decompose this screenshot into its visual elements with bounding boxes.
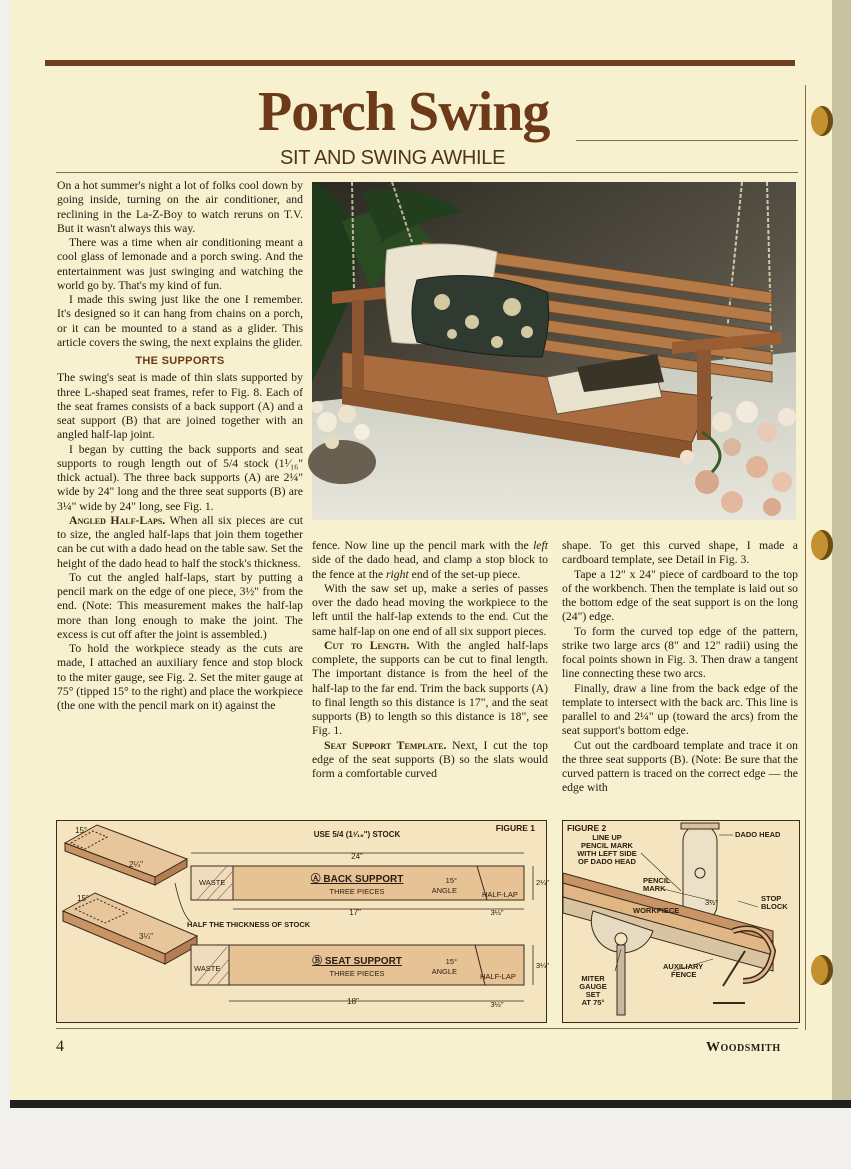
dimension-label: 3½" <box>490 908 504 917</box>
paragraph <box>312 639 548 739</box>
seat-support-qty: THREE PIECES <box>329 969 385 978</box>
seat-support-title: Ⓑ SEAT SUPPORT <box>312 956 402 967</box>
run-in-heading: Seat Support Template. <box>324 738 447 752</box>
section-heading: THE SUPPORTS <box>135 355 225 367</box>
dimension-label: 2¼" <box>129 860 143 869</box>
paragraph: To form the curved top edge of the pattern, strike two large arcs (8" and 12" radii) using the focal points shown in Fig. 3. Then draw a tangent line connecting these two arcs. <box>562 624 798 681</box>
subtitle-rule <box>56 172 798 173</box>
paragraph <box>57 514 303 571</box>
back-support-title: Ⓐ BACK SUPPORT <box>310 874 404 885</box>
dimension-label: 3½" <box>705 898 719 907</box>
paragraph: Tape a 12" x 24" piece of cardboard to the top of the workbench. Then the template is laid out so the bottom edge of the seat support is on the long (24") edge. <box>562 567 798 624</box>
porch-swing-photo <box>312 182 796 520</box>
miter-gauge-label: SET <box>585 990 601 999</box>
leader-text: WITH LEFT SIDE <box>577 849 637 858</box>
paragraph-text: fence. Now line up the pencil mark with the <box>312 539 534 552</box>
intro-paragraph: On a hot summer's night a lot of folks cool down by going inside, turning on the air conditioner, and reclining in the La-Z-Boy to watch reruns on T.V. But it wasn't always this way. <box>57 179 303 235</box>
run-in-heading: Cut to Length. <box>324 638 410 652</box>
paragraph: I began by cutting the back supports and seat supports to rough length out of 5/4 stock (1¹⁄₁₆" thick actual). The three back supports (A) are 2¼" wide by 24" long and the three seat supports (B) are 3¼" wide by 24" long, see Fig. 1. <box>57 442 303 513</box>
paragraph: I made this swing just like the one I remember. It's designed so it can hang from chains on a porch, or it can be mounted to a stand as a glider. This article covers the swing, the next explains the glider. <box>57 293 303 349</box>
emphasis-text: left <box>533 539 548 552</box>
waste-label: WASTE <box>199 878 226 887</box>
paragraph: To cut the angled half-laps, start by putting a pencil mark on the edge of one piece, 3½" from the end. (Note: This measurement makes the half-lap more than long enough to make the joint. The excess is cut off after the joint is assembled.) <box>57 570 303 641</box>
right-margin-rule <box>805 85 806 1030</box>
angle-label: 15° <box>75 826 88 835</box>
miter-gauge-label: AT 75° <box>581 998 605 1007</box>
half-thickness-note: HALF THE THICKNESS OF STOCK <box>187 920 311 929</box>
paragraph: The swing's seat is made of thin slats supported by three L-shaped seat frames, refer to Fig. 8. Each of the seat frames consists of a back support (A) and a seat support (B) that are joined together with an angled half-lap joint. <box>57 371 303 442</box>
dimension-label: 3½" <box>490 1000 504 1009</box>
binder-hole-top <box>811 106 833 136</box>
title-underline-rule <box>576 140 798 141</box>
stop-block-label: STOP <box>761 894 782 903</box>
figure-2-diagram <box>562 820 800 1023</box>
miter-gauge-label: MITER <box>581 974 605 983</box>
angle-label: 15° <box>445 876 457 885</box>
stock-note: USE 5/4 (1¹⁄₁₆") STOCK <box>313 830 401 839</box>
angle-label: 15° <box>445 957 457 966</box>
pencil-mark-label: MARK <box>643 884 666 893</box>
page-edge-shadow <box>832 0 851 1100</box>
binder-hole-bottom <box>811 955 833 985</box>
figure-label: FIGURE 1 <box>495 823 535 833</box>
paragraph <box>312 539 548 582</box>
paragraph-text: Next, I cut the top edge of the seat supports (B) so the slats would form a comfortable curved <box>312 738 548 780</box>
figure-1-diagram <box>56 820 550 1023</box>
aux-fence-label: AUXILIARY <box>663 962 704 971</box>
run-in-heading: Angled Half-Laps. <box>69 513 166 527</box>
paragraph-text: side of the dado head, and clamp a stop block to the fence at the <box>312 553 548 581</box>
paragraph-text: When all six pieces are cut to size, the angled half-laps that join them together can be cut with a dado head on the table saw. Set the height of the dado head to half the stock's thickness. <box>57 513 304 570</box>
paragraph-text: With the angled half-laps complete, the supports can be cut to final length. The important distance is from the heel of the half-lap to the far end. Trim the back supports (A) to final length so this distance is 17", and the seat supports (B) to length so this distance is 18", see Fig. 1. <box>312 638 548 738</box>
footer-rule <box>56 1028 798 1029</box>
miter-gauge-label: GAUGE <box>579 982 607 991</box>
workpiece-label: WORKPIECE <box>633 906 680 915</box>
paragraph: Finally, draw a line from the back edge of the template to intersect with the back arc. This line is parallel to and 2¼" up (toward the arcs) from the seat support's bottom edge. <box>562 681 798 738</box>
text-column-2 <box>312 539 548 781</box>
leader-text: PENCIL MARK <box>581 841 633 850</box>
paragraph: shape. To get this curved shape, I made a cardboard template, see Detail in Fig. 3. <box>562 539 798 567</box>
page-bottom-shadow <box>10 1100 851 1108</box>
dimension-label: 3¼" <box>536 961 550 970</box>
dado-head-label: DADO HEAD <box>735 830 781 839</box>
article-subtitle: SIT AND SWING AWHILE <box>280 147 506 169</box>
paragraph: With the saw set up, make a series of passes over the dado head moving the workpiece to the left until the half-lap extends to the end. Cut the same half-lap on one end of all six support pieces. <box>312 581 548 638</box>
dimension-label: 2¼" <box>536 878 550 887</box>
seat-support-iso <box>63 893 197 964</box>
paragraph: There was a time when air conditioning meant a cool glass of lemonade and a porch swing. And the entertainment was just swinging and watching the world go by. That's my kind of fun. <box>57 236 303 292</box>
binder-hole-middle <box>811 530 833 560</box>
pencil-mark-label: PENCIL <box>643 876 671 885</box>
stop-block-label: BLOCK <box>761 902 788 911</box>
text-column-3 <box>562 539 798 796</box>
paragraph: Cut out the cardboard template and trace it on the three seat supports (B). (Note: Be sure that the curved pattern is traced on the correct edge — the edge with <box>562 738 798 795</box>
dimension-label: 17" <box>349 908 361 917</box>
angle-word: ANGLE <box>431 886 457 895</box>
figure-label: FIGURE 2 <box>567 823 607 833</box>
paragraph-text: end of the set-up piece. <box>408 567 521 581</box>
angle-label: 15° <box>77 894 90 903</box>
paragraph: To hold the workpiece steady as the cuts are made, I attached an auxiliary fence and stop block to the miter gauge, see Fig. 2. Set the miter gauge at 75° (tipped 15° to the right) and place the workpiece (the one with the pencil mark on it) against the <box>57 642 303 712</box>
paragraph <box>312 739 548 782</box>
leader-text: OF DADO HEAD <box>578 857 636 866</box>
header-rule <box>45 60 795 66</box>
dimension-label: 24" <box>351 852 363 861</box>
text-column-1 <box>57 179 303 713</box>
dimension-label: 3¼" <box>139 932 153 941</box>
page-number: 4 <box>56 1038 64 1055</box>
dimension-label: 18" <box>347 997 359 1006</box>
waste-label: WASTE <box>194 964 221 973</box>
half-lap-label: HALF-LAP <box>480 972 516 981</box>
back-support-qty: THREE PIECES <box>329 887 385 896</box>
magazine-name: Woodsmith <box>706 1040 781 1055</box>
half-lap-label: HALF-LAP <box>482 890 518 899</box>
aux-fence-label: FENCE <box>671 970 697 979</box>
article-title: Porch Swing <box>258 81 550 143</box>
leader-text: LINE UP <box>592 833 622 842</box>
emphasis-text: right <box>385 567 409 581</box>
angle-word: ANGLE <box>431 967 457 976</box>
